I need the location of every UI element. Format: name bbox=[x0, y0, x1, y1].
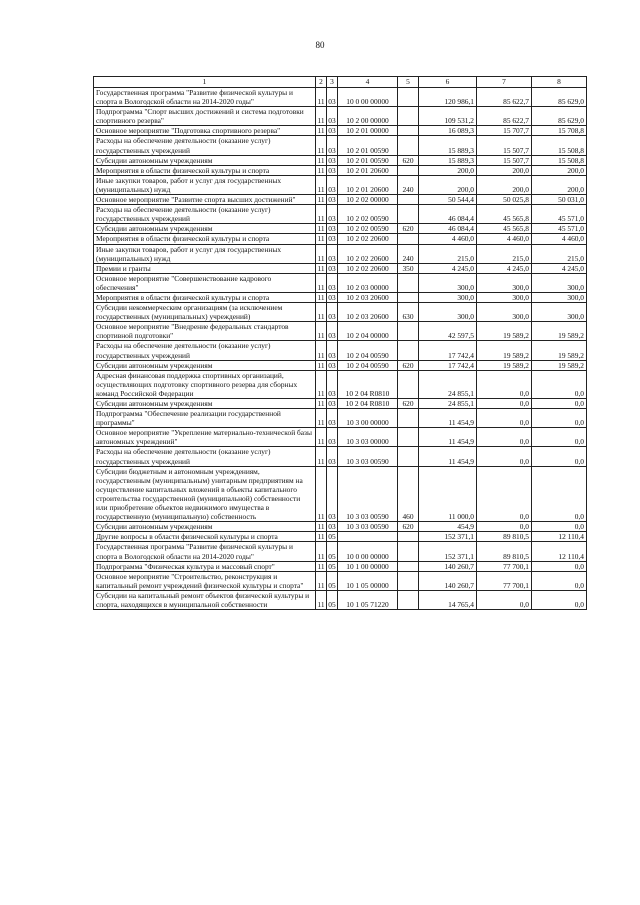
cell-c6: 11 454,9 bbox=[419, 409, 477, 428]
table-row bbox=[94, 590, 587, 609]
cell-c5 bbox=[398, 370, 419, 398]
cell-c3: 03 bbox=[327, 428, 338, 447]
cell-c6: 152 371,1 bbox=[419, 532, 477, 542]
cell-c3: 03 bbox=[328, 155, 336, 165]
cell-c2: 11 bbox=[316, 542, 327, 561]
cell-c4: 10 2 03 20600 bbox=[338, 292, 398, 302]
cell-c5 bbox=[398, 561, 419, 571]
cell-c4: 10 2 01 00000 bbox=[338, 126, 398, 136]
cell-c5: 350 bbox=[398, 263, 419, 273]
cell-c3: 03 bbox=[327, 466, 338, 522]
cell-c4: 10 2 01 20600 bbox=[338, 175, 398, 194]
cell-c7: 200,0 bbox=[477, 165, 532, 175]
cell-c4: 10 2 01 00590 bbox=[338, 155, 398, 165]
cell-c4: 10 2 04 R0810 bbox=[338, 370, 398, 398]
table-row bbox=[94, 234, 587, 244]
cell-c7: 15 507,7 bbox=[477, 136, 532, 155]
table-row bbox=[94, 292, 587, 302]
table-row bbox=[94, 466, 587, 522]
cell-c3: 03 bbox=[328, 234, 336, 244]
cell-c5 bbox=[398, 126, 419, 136]
table-row bbox=[94, 205, 587, 224]
cell-c5: 460 bbox=[398, 466, 419, 522]
cell-name: Субсидии автономным учреждениям bbox=[94, 522, 316, 532]
cell-c6: 300,0 bbox=[419, 292, 477, 302]
cell-c7: 0,0 bbox=[477, 428, 532, 447]
cell-c5 bbox=[398, 341, 419, 360]
cell-c8: 45 571,0 bbox=[532, 224, 587, 234]
table-row bbox=[94, 107, 587, 126]
table-row bbox=[94, 428, 587, 447]
cell-c8: 15 508,8 bbox=[532, 155, 587, 165]
cell-c6: 454,9 bbox=[419, 522, 477, 532]
cell-name: Субсидии бюджетным и автономным учреждениям, государственным (муниципальным) унитарным предприятиям на осуществление капитальных вложений в объекты капитального строительства государственной (муниципальной) собственности или приобретение объектов недвижимого имущества в государственную (муниципальную) собственность bbox=[94, 466, 316, 522]
cell-name: Основное мероприятие "Развитие спорта высших достижений" bbox=[94, 195, 316, 205]
cell-c4: 10 0 00 00000 bbox=[338, 88, 398, 107]
cell-name: Основное мероприятие "Внедрение федеральных стандартов спортивной подготовки" bbox=[94, 322, 316, 341]
cell-c5: 620 bbox=[398, 360, 419, 370]
cell-c4: 10 3 03 00590 bbox=[338, 522, 398, 532]
cell-c5 bbox=[398, 234, 419, 244]
cell-name: Иные закупки товаров, работ и услуг для государственных (муниципальных) нужд bbox=[94, 175, 316, 194]
cell-c6: 14 765,4 bbox=[419, 590, 477, 609]
cell-c3: 03 bbox=[327, 107, 338, 126]
cell-c8: 300,0 bbox=[532, 273, 587, 292]
cell-c3: 03 bbox=[328, 224, 336, 234]
table-row bbox=[94, 126, 587, 136]
cell-c6: 109 531,2 bbox=[419, 107, 477, 126]
cell-c6: 11 000,0 bbox=[419, 466, 477, 522]
cell-c6: 46 084,4 bbox=[419, 205, 477, 224]
cell-name: Субсидии некоммерческим организациям (за исключением государственных (муниципальных) учреждений) bbox=[94, 303, 316, 322]
cell-c7: 300,0 bbox=[477, 303, 532, 322]
table-header-row bbox=[94, 77, 587, 88]
column-header: 4 bbox=[338, 77, 398, 88]
cell-name: Расходы на обеспечение деятельности (оказание услуг) государственных учреждений bbox=[94, 447, 316, 466]
cell-c6: 4 460,0 bbox=[419, 234, 477, 244]
cell-c4: 10 2 01 00590 bbox=[338, 136, 398, 155]
cell-c8: 0,0 bbox=[532, 399, 587, 409]
cell-c5 bbox=[398, 292, 419, 302]
cell-c2: 11 bbox=[317, 165, 325, 175]
cell-c3: 03 bbox=[328, 522, 336, 532]
cell-c6: 4 245,0 bbox=[419, 263, 477, 273]
cell-c2: 11 bbox=[317, 399, 325, 408]
cell-c5 bbox=[398, 165, 419, 175]
cell-c2: 11 bbox=[317, 360, 325, 370]
cell-c8: 215,0 bbox=[532, 244, 587, 263]
column-header: 5 bbox=[398, 77, 419, 88]
cell-c7: 4 460,0 bbox=[477, 234, 532, 244]
table-row bbox=[94, 447, 587, 466]
cell-c3: 03 bbox=[327, 244, 338, 263]
cell-c2: 11 bbox=[317, 292, 325, 302]
table-row bbox=[94, 341, 587, 360]
cell-c8: 15 708,8 bbox=[532, 126, 587, 136]
cell-c6: 200,0 bbox=[419, 175, 477, 194]
cell-c3: 03 bbox=[327, 175, 338, 194]
cell-c7: 0,0 bbox=[477, 370, 532, 398]
cell-c5 bbox=[398, 447, 419, 466]
cell-c2: 11 bbox=[316, 303, 327, 322]
cell-c6: 120 986,1 bbox=[419, 88, 477, 107]
cell-c6: 17 742,4 bbox=[419, 360, 477, 370]
cell-c2: 11 bbox=[316, 107, 327, 126]
cell-c2: 11 bbox=[316, 273, 327, 292]
column-header: 1 bbox=[94, 77, 316, 88]
cell-c5: 620 bbox=[398, 155, 419, 165]
cell-name: Подпрограмма "Физическая культура и массовый спорт" bbox=[94, 561, 316, 571]
cell-c5 bbox=[398, 107, 419, 126]
cell-c8: 0,0 bbox=[532, 370, 587, 398]
cell-name: Субсидии автономным учреждениям bbox=[94, 399, 316, 409]
cell-c5 bbox=[398, 273, 419, 292]
cell-c7: 19 589,2 bbox=[477, 322, 532, 341]
cell-c2: 11 bbox=[316, 466, 327, 522]
cell-c4: 10 2 02 00590 bbox=[338, 205, 398, 224]
cell-c2: 11 bbox=[316, 409, 327, 428]
cell-c6: 15 889,3 bbox=[419, 136, 477, 155]
cell-c6: 15 889,3 bbox=[419, 155, 477, 165]
cell-c6: 300,0 bbox=[419, 273, 477, 292]
cell-c8: 19 589,2 bbox=[532, 360, 587, 370]
cell-c3: 03 bbox=[327, 273, 338, 292]
cell-c7: 0,0 bbox=[477, 590, 532, 609]
cell-c6: 46 084,4 bbox=[419, 224, 477, 234]
cell-name: Расходы на обеспечение деятельности (оказание услуг) государственных учреждений bbox=[94, 136, 316, 155]
table-row bbox=[94, 399, 587, 409]
cell-c5: 620 bbox=[398, 399, 419, 409]
page-number: 80 bbox=[315, 40, 325, 50]
cell-c3: 03 bbox=[327, 341, 338, 360]
cell-c8: 0,0 bbox=[532, 590, 587, 609]
cell-c8: 0,0 bbox=[532, 466, 587, 522]
cell-c7: 89 810,5 bbox=[477, 542, 532, 561]
cell-c5 bbox=[398, 322, 419, 341]
cell-c8: 200,0 bbox=[532, 175, 587, 194]
cell-c8: 300,0 bbox=[532, 303, 587, 322]
cell-c8: 0,0 bbox=[532, 522, 587, 532]
cell-c2: 11 bbox=[316, 370, 327, 398]
cell-c4: 10 3 03 00000 bbox=[338, 428, 398, 447]
table-row bbox=[94, 532, 587, 542]
cell-c3: 03 bbox=[328, 292, 336, 302]
cell-c6: 16 089,3 bbox=[419, 126, 477, 136]
cell-c4: 10 2 04 00590 bbox=[338, 341, 398, 360]
cell-c7: 300,0 bbox=[477, 292, 532, 302]
table-row bbox=[94, 561, 587, 571]
cell-c2: 11 bbox=[317, 522, 325, 532]
cell-c3: 03 bbox=[327, 409, 338, 428]
cell-c3: 05 bbox=[328, 532, 336, 542]
cell-c8: 300,0 bbox=[532, 292, 587, 302]
cell-c7: 15 507,7 bbox=[477, 155, 532, 165]
cell-c7: 4 245,0 bbox=[477, 263, 532, 273]
table-row bbox=[94, 571, 587, 590]
cell-c5 bbox=[398, 195, 419, 205]
cell-c7: 15 707,7 bbox=[477, 126, 532, 136]
cell-c7: 77 700,1 bbox=[477, 561, 532, 571]
cell-c6: 215,0 bbox=[419, 244, 477, 263]
cell-c3: 03 bbox=[327, 303, 338, 322]
cell-c2: 11 bbox=[316, 322, 327, 341]
cell-c3: 03 bbox=[328, 165, 336, 175]
cell-c8: 0,0 bbox=[532, 447, 587, 466]
table-row bbox=[94, 155, 587, 165]
cell-c4: 10 2 02 20600 bbox=[338, 234, 398, 244]
cell-c7: 0,0 bbox=[477, 466, 532, 522]
cell-c3: 03 bbox=[328, 195, 336, 205]
cell-c7: 0,0 bbox=[477, 522, 532, 532]
cell-c5: 620 bbox=[398, 522, 419, 532]
cell-c6: 42 597,5 bbox=[419, 322, 477, 341]
column-header: 7 bbox=[477, 77, 532, 88]
cell-c4: 10 3 00 00000 bbox=[338, 409, 398, 428]
cell-c6: 11 454,9 bbox=[419, 428, 477, 447]
column-header: 3 bbox=[327, 77, 338, 88]
cell-c7: 77 700,1 bbox=[477, 571, 532, 590]
cell-c7: 45 565,8 bbox=[477, 205, 532, 224]
cell-c5: 240 bbox=[398, 175, 419, 194]
cell-c6: 152 371,1 bbox=[419, 542, 477, 561]
cell-c5 bbox=[398, 136, 419, 155]
cell-c4: 10 2 00 00000 bbox=[338, 107, 398, 126]
cell-c2: 11 bbox=[316, 136, 327, 155]
cell-name: Расходы на обеспечение деятельности (оказание услуг) государственных учреждений bbox=[94, 205, 316, 224]
table-row bbox=[94, 360, 587, 370]
cell-c3: 05 bbox=[328, 561, 336, 571]
cell-c2: 11 bbox=[316, 175, 327, 194]
cell-c3: 03 bbox=[327, 88, 338, 107]
table-row bbox=[94, 224, 587, 234]
cell-c6: 24 855,1 bbox=[419, 399, 477, 409]
cell-c3: 05 bbox=[327, 590, 338, 609]
cell-name: Основное мероприятие "Строительство, реконструкция и капитальный ремонт учреждений физической культуры и спорта" bbox=[94, 571, 316, 590]
cell-c3: 05 bbox=[327, 571, 338, 590]
cell-name: Мероприятия в области физической культуры и спорта bbox=[94, 292, 316, 302]
cell-c8: 0,0 bbox=[532, 561, 587, 571]
cell-c8: 4 460,0 bbox=[532, 234, 587, 244]
table-row bbox=[94, 273, 587, 292]
cell-c2: 11 bbox=[316, 590, 327, 609]
cell-c8: 50 031,0 bbox=[532, 195, 587, 205]
cell-c7: 85 622,7 bbox=[477, 107, 532, 126]
cell-name: Мероприятия в области физической культуры и спорта bbox=[94, 165, 316, 175]
cell-name: Субсидии автономным учреждениям bbox=[94, 155, 316, 165]
cell-c5: 620 bbox=[398, 224, 419, 234]
table-row bbox=[94, 303, 587, 322]
cell-c2: 11 bbox=[317, 224, 325, 234]
cell-c3: 03 bbox=[327, 136, 338, 155]
cell-c2: 11 bbox=[317, 561, 325, 571]
cell-c8: 12 110,4 bbox=[532, 542, 587, 561]
cell-c5 bbox=[398, 205, 419, 224]
cell-c5 bbox=[398, 88, 419, 107]
cell-c2: 11 bbox=[316, 88, 327, 107]
cell-c4: 10 3 03 00590 bbox=[338, 447, 398, 466]
cell-c4: 10 2 04 R0810 bbox=[338, 399, 398, 409]
cell-c5 bbox=[398, 532, 419, 542]
cell-c6: 24 855,1 bbox=[419, 370, 477, 398]
budget-table bbox=[93, 76, 587, 610]
cell-c2: 11 bbox=[317, 155, 325, 165]
cell-name: Государственная программа "Развитие физической культуры и спорта в Вологодской области на 2014-2020 годы" bbox=[94, 542, 316, 561]
cell-c2: 11 bbox=[317, 532, 325, 542]
cell-c7: 19 589,2 bbox=[477, 341, 532, 360]
cell-c5: 630 bbox=[398, 303, 419, 322]
cell-c6: 11 454,9 bbox=[419, 447, 477, 466]
cell-c2: 11 bbox=[316, 205, 327, 224]
cell-c2: 11 bbox=[316, 428, 327, 447]
cell-c7: 19 589,2 bbox=[477, 360, 532, 370]
table-row bbox=[94, 165, 587, 175]
column-header: 2 bbox=[316, 77, 327, 88]
cell-c8: 0,0 bbox=[532, 428, 587, 447]
cell-c7: 215,0 bbox=[477, 244, 532, 263]
cell-name: Основное мероприятие "Подготовка спортивного резерва" bbox=[94, 126, 316, 136]
cell-c6: 17 742,4 bbox=[419, 341, 477, 360]
column-header: 8 bbox=[532, 77, 587, 88]
cell-c6: 50 544,4 bbox=[419, 195, 477, 205]
cell-c4: 10 2 02 20600 bbox=[338, 263, 398, 273]
cell-c8: 200,0 bbox=[532, 165, 587, 175]
cell-c5 bbox=[398, 542, 419, 561]
cell-c3: 05 bbox=[327, 542, 338, 561]
table-row bbox=[94, 542, 587, 561]
cell-c4: 10 2 03 00000 bbox=[338, 273, 398, 292]
cell-c8: 85 629,0 bbox=[532, 107, 587, 126]
cell-c8: 85 629,0 bbox=[532, 88, 587, 107]
cell-c7: 200,0 bbox=[477, 175, 532, 194]
cell-c4: 10 1 05 71220 bbox=[338, 590, 398, 609]
cell-name: Субсидии автономным учреждениям bbox=[94, 224, 316, 234]
cell-c5 bbox=[398, 428, 419, 447]
table-row bbox=[94, 409, 587, 428]
cell-c6: 140 260,7 bbox=[419, 571, 477, 590]
cell-name: Премии и гранты bbox=[94, 263, 316, 273]
cell-c3: 03 bbox=[328, 360, 336, 370]
cell-name: Иные закупки товаров, работ и услуг для государственных (муниципальных) нужд bbox=[94, 244, 316, 263]
cell-c2: 11 bbox=[317, 126, 325, 136]
cell-name: Основное мероприятие "Укрепление материально-технической базы автономных учреждений" bbox=[94, 428, 316, 447]
cell-c3: 03 bbox=[327, 322, 338, 341]
cell-c2: 11 bbox=[316, 244, 327, 263]
cell-c6: 140 260,7 bbox=[419, 561, 477, 571]
cell-c8: 19 589,2 bbox=[532, 322, 587, 341]
cell-c5 bbox=[398, 590, 419, 609]
table-row bbox=[94, 195, 587, 205]
cell-c4: 10 2 01 20600 bbox=[338, 165, 398, 175]
cell-name: Субсидии на капитальный ремонт объектов физической культуры и спорта, находящихся в муниципальной собственности bbox=[94, 590, 316, 609]
cell-c4: 10 2 02 00590 bbox=[338, 224, 398, 234]
cell-c8: 0,0 bbox=[532, 409, 587, 428]
cell-c4: 10 2 02 20600 bbox=[338, 244, 398, 263]
cell-c6: 200,0 bbox=[419, 165, 477, 175]
cell-c3: 03 bbox=[328, 399, 336, 408]
cell-c6: 300,0 bbox=[419, 303, 477, 322]
cell-c5: 240 bbox=[398, 244, 419, 263]
cell-name: Мероприятия в области физической культуры и спорта bbox=[94, 234, 316, 244]
cell-c2: 11 bbox=[316, 571, 327, 590]
cell-c7: 0,0 bbox=[477, 399, 532, 409]
cell-c8: 12 110,4 bbox=[532, 532, 587, 542]
table-row bbox=[94, 136, 587, 155]
cell-c2: 11 bbox=[316, 447, 327, 466]
cell-c4 bbox=[338, 532, 398, 542]
cell-name: Субсидии автономным учреждениям bbox=[94, 360, 316, 370]
cell-c4: 10 3 03 00590 bbox=[338, 466, 398, 522]
cell-c4: 10 1 00 00000 bbox=[338, 561, 398, 571]
cell-name: Адресная финансовая поддержка спортивных организаций, осуществляющих подготовку спортивного резерва для сборных команд Российской Федерации bbox=[94, 370, 316, 398]
cell-c4: 10 1 05 00000 bbox=[338, 571, 398, 590]
cell-c4: 10 2 04 00590 bbox=[338, 360, 398, 370]
table-row bbox=[94, 175, 587, 194]
cell-c2: 11 bbox=[317, 234, 325, 244]
cell-c8: 45 571,0 bbox=[532, 205, 587, 224]
cell-c3: 03 bbox=[328, 263, 336, 273]
table-row bbox=[94, 263, 587, 273]
cell-c7: 0,0 bbox=[477, 409, 532, 428]
cell-name: Подпрограмма "Обеспечение реализации государственной программы" bbox=[94, 409, 316, 428]
cell-c5 bbox=[398, 409, 419, 428]
cell-c8: 15 508,8 bbox=[532, 136, 587, 155]
cell-c7: 300,0 bbox=[477, 273, 532, 292]
cell-c3: 03 bbox=[327, 447, 338, 466]
table-row bbox=[94, 322, 587, 341]
cell-c2: 11 bbox=[317, 263, 325, 273]
cell-c4: 10 2 03 20600 bbox=[338, 303, 398, 322]
cell-c4: 10 0 00 00000 bbox=[338, 542, 398, 561]
cell-c7: 85 622,7 bbox=[477, 88, 532, 107]
cell-c7: 89 810,5 bbox=[477, 532, 532, 542]
cell-name: Другие вопросы в области физической культуры и спорта bbox=[94, 532, 316, 542]
cell-c3: 03 bbox=[327, 205, 338, 224]
cell-name: Основное мероприятие "Совершенствование кадрового обеспечения" bbox=[94, 273, 316, 292]
cell-c7: 45 565,8 bbox=[477, 224, 532, 234]
column-header: 6 bbox=[419, 77, 477, 88]
cell-name: Государственная программа "Развитие физической культуры и спорта в Вологодской области на 2014-2020 годы" bbox=[94, 88, 316, 107]
cell-c4: 10 2 04 00000 bbox=[338, 322, 398, 341]
cell-c7: 0,0 bbox=[477, 447, 532, 466]
cell-name: Подпрограмма "Спорт высших достижений и система подготовки спортивного резерва" bbox=[94, 107, 316, 126]
cell-c5 bbox=[398, 571, 419, 590]
table-row bbox=[94, 370, 587, 398]
cell-c2: 11 bbox=[316, 341, 327, 360]
table-row bbox=[94, 244, 587, 263]
cell-c2: 11 bbox=[317, 195, 325, 205]
cell-c3: 03 bbox=[328, 126, 336, 136]
cell-c7: 50 025,8 bbox=[477, 195, 532, 205]
cell-c3: 03 bbox=[327, 370, 338, 398]
cell-c8: 19 589,2 bbox=[532, 341, 587, 360]
table-row bbox=[94, 522, 587, 532]
cell-c4: 10 2 02 00000 bbox=[338, 195, 398, 205]
cell-c8: 0,0 bbox=[532, 571, 587, 590]
cell-name: Расходы на обеспечение деятельности (оказание услуг) государственных учреждений bbox=[94, 341, 316, 360]
cell-c8: 4 245,0 bbox=[532, 263, 587, 273]
table-row bbox=[94, 88, 587, 107]
